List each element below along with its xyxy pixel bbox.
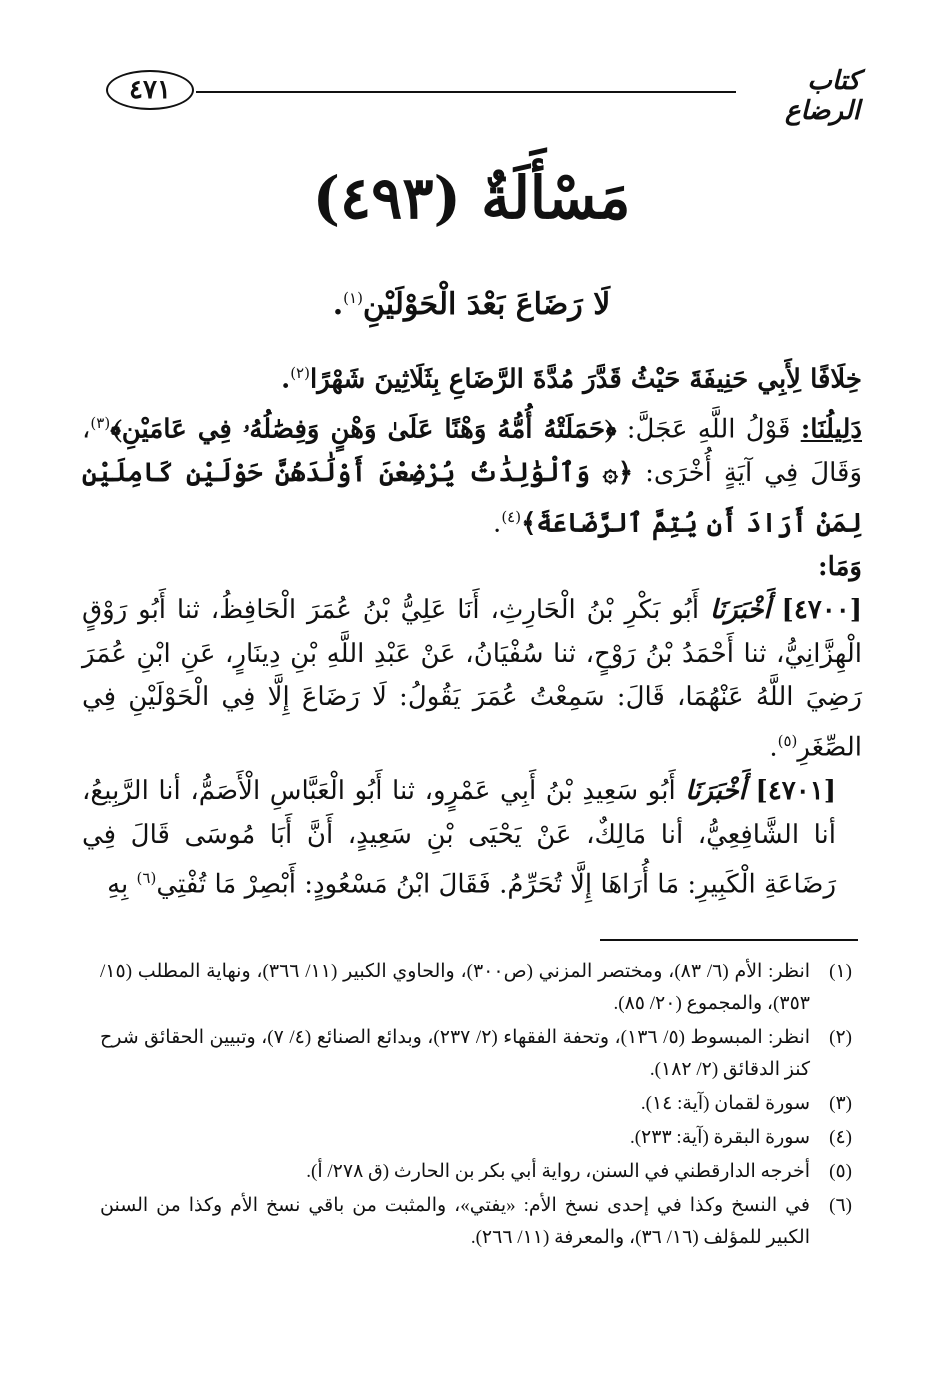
punctuation: . [281,364,291,395]
evidence-text: ، وَقَالَ فِي آيَةٍ أُخْرَى: [82,414,863,489]
hadith-number: [٤٧٠١] [755,776,836,807]
transmission-verb: أَخْبَرَنَا [710,595,771,626]
evidence-text: قَوْلُ اللَّهِ عَجَلَّ: [616,414,801,445]
paragraph-and-what: وَمَا: [817,551,862,582]
footnote-text: سورة البقرة (آية: ٢٣٣). [629,1127,810,1148]
footnote-text: في النسخ وكذا في إحدى نسخ الأم: «يفتي»، والمثبت من باقي نسخ الأم وكذا من السنن الكبير للمؤلف (١٦/ ٣٦)، والمعرفة (١١/ ٢٦٦). [100,1195,810,1248]
footnote-ref: (٥) [777,731,798,750]
footnote-ref: (٢) [290,364,310,382]
quran-verse: ﴿حَمَلَتْهُ أُمُّهُ وَهْنًا عَلَىٰ وَهْنٍ وَفِصَٰلُهُۥ فِي عَامَيْنِ﴾ [110,414,617,445]
issue-title: مَسْأَلَةٌ (٤٩٣) [312,164,631,232]
footnote-item [100,1022,852,1086]
main-text [82,352,862,907]
page-number: ٤٧١ [106,70,194,110]
hadith-text: أَبُو بَكْرِ بْنُ الْحَارِثِ، أَنَا عَلِيُّ بْنُ عُمَرَ الْحَافِظُ، ثنا أَبُو رَوْقٍ الْهِزَّانِيُّ، ثنا أَحْمَدُ بْنُ رَوْحٍ، ثنا سُفْيَانُ، عَنْ عَبْدِ اللَّهِ بْنِ دِينَارٍ، عَنِ ابْنِ عُمَرَ رَضِيَ اللَّهُ عَنْهُمَا، قَالَ: سَمِعْتُ عُمَرَ يَقُولُ: لَا رَضَاعَ إِلَّا فِي الْحَوْلَيْنِ فِي الصِّغَرِ [82,595,862,763]
footnote-number: (٣) [829,1093,852,1114]
punctuation: . [769,732,778,763]
hadith-4700 [82,589,862,770]
punctuation: . [493,508,502,539]
footnotes [100,956,852,1256]
footnote-ref: (١) [343,289,363,307]
footnote-number: (٦) [829,1195,852,1216]
hadith-text-end: بِهِ [107,869,137,900]
paragraph-text: خِلَافًا لِأَبِي حَنِيفَةَ حَيْثُ قَدَّرَ مُدَّةَ الرَّضَاعِ بِثَلَاثِينَ شَهْرًا [309,364,862,395]
footnote-item [100,1156,852,1188]
issue-heading-text: لَا رَضَاعَ بَعْدَ الْحَوْلَيْنِ [362,287,611,322]
evidence-label: دَلِيلُنَا: [800,414,863,445]
footnote-text: انظر: المبسوط (٥/ ١٣٦)، وتحفة الفقهاء (٢/ ٢٣٧)، وبدائع الصنائع (٤/ ٧)، وتبيين الحقائق شرح كنز الدقائق (٢/ ١٨٢). [100,1027,811,1080]
footnote-separator [600,939,858,941]
footnote-number: (١) [829,961,852,982]
footnote-ref: (٣) [90,414,111,433]
transmission-verb: أَخْبَرَنَا [685,776,746,807]
footnote-number: (٥) [829,1161,852,1182]
footnote-text: انظر: الأم (٦/ ٨٣)، ومختصر المزني (ص٣٠٠)، والحاوي الكبير (١١/ ٣٦٦)، ونهاية المطلب (١٥/ ٣٥٣)، والمجموع (٢٠/ ٨٥). [100,961,811,1014]
paragraph-evidence [82,402,862,546]
paragraph-disagreement [82,352,862,402]
quran-verse: ﴿۞ وَٱلْوَٰلِدَٰتُ يُرْضِعْنَ أَوْلَٰدَهُنَّ حَوْلَيْنِ كَامِلَيْنِ لِمَنْ أَرَادَ أَن يُتِمَّ ٱلرَّضَاعَةَ﴾ [82,458,862,539]
running-header [100,66,860,126]
footnote-item [100,1088,852,1120]
header-rule [196,91,736,93]
footnote-text: سورة لقمان (آية: ١٤). [640,1093,810,1114]
hadith-4701 [82,770,862,907]
hadith-number: [٤٧٠٠] [781,595,863,626]
footnote-item [100,1122,852,1154]
footnote-ref: (٦) [136,869,157,888]
footnote-number: (٤) [829,1127,852,1148]
footnote-ref: (٤) [501,507,522,526]
footnote-item [100,1190,852,1254]
footnote-item [100,956,852,1020]
hadith-text: أَبُو سَعِيدِ بْنُ أَبِي عَمْرٍو، ثنا أَبُو الْعَبَّاسِ الْأَصَمُّ، أنا الرَّبِيعُ، أنا الشَّافِعِيُّ، أنا مَالِكٌ، عَنْ يَحْيَى بْنِ سَعِيدٍ، أَنَّ أَبَا مُوسَى قَالَ فِي رَضَاعَةِ الْكَبِيرِ: مَا أُرَاهَا إِلَّا تُحَرِّمُ. فَقَالَ ابْنُ مَسْعُودٍ: أَبْصِرْ مَا تُفْتِي [82,776,836,900]
footnote-number: (٢) [829,1027,852,1048]
issue-heading: لَا رَضَاعَ بَعْدَ الْحَوْلَيْنِ$^{(١)}$. [332,287,611,322]
book-title: كتاب الرضاع [784,66,860,126]
footnote-text: أخرجه الدارقطني في السنن، رواية أبي بكر بن الحارث (ق ٢٧٨/ أ). [306,1161,810,1182]
